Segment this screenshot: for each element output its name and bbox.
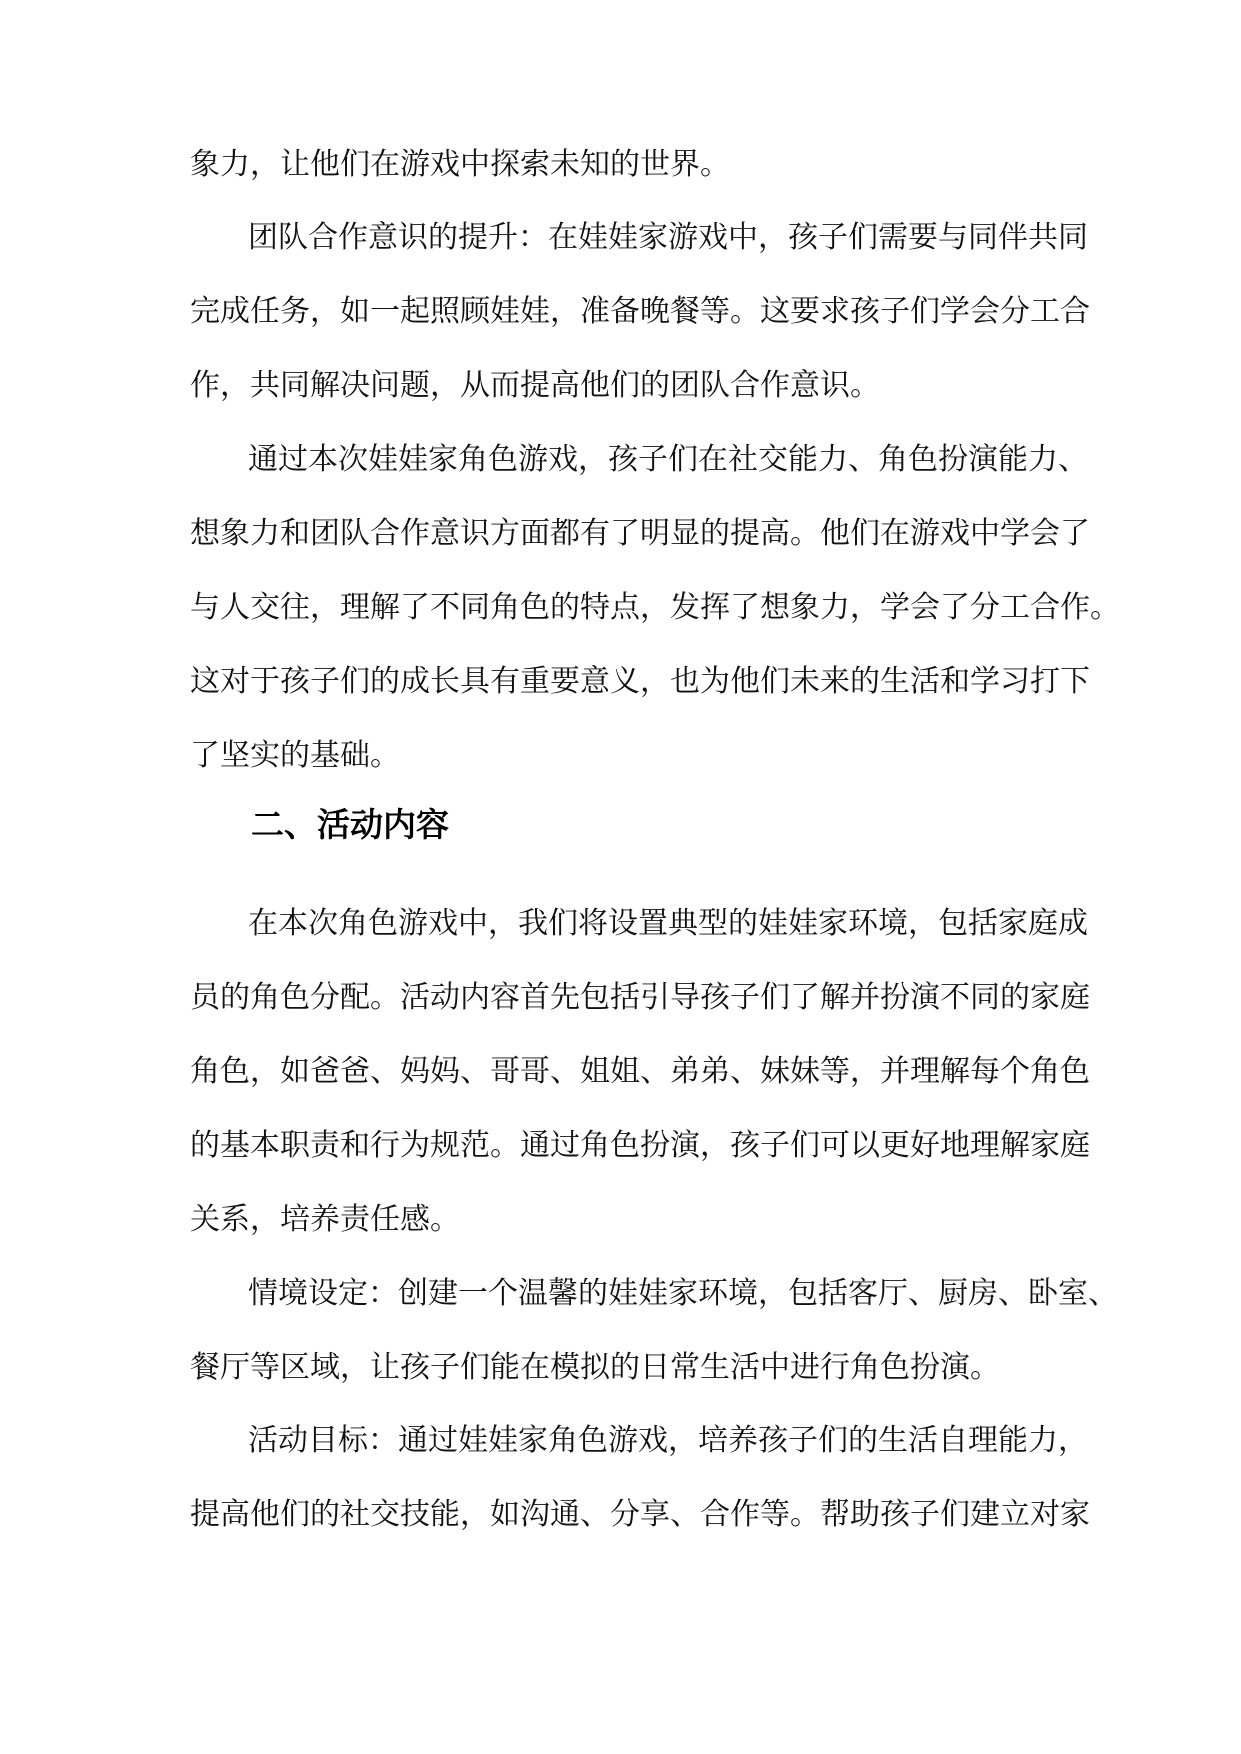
paragraph-line: 通过本次娃娃家角色游戏，孩子们在社交能力、角色扮演能力、 xyxy=(248,442,1088,477)
section-heading: 二、活动内容 xyxy=(251,805,449,844)
paragraph-line: 活动目标：通过娃娃家角色游戏，培养孩子们的生活自理能力， xyxy=(248,1423,1088,1458)
paragraph-line: 在本次角色游戏中，我们将设置典型的娃娃家环境，包括家庭成 xyxy=(248,906,1088,941)
paragraph-line: 提高他们的社交技能，如沟通、分享、合作等。帮助孩子们建立对家 xyxy=(190,1497,1090,1532)
paragraph-line: 象力，让他们在游戏中探索未知的世界。 xyxy=(190,147,730,182)
paragraph-line: 团队合作意识的提升：在娃娃家游戏中，孩子们需要与同伴共同 xyxy=(248,220,1088,255)
paragraph-line: 这对于孩子们的成长具有重要意义，也为他们未来的生活和学习打下 xyxy=(190,664,1090,699)
paragraph-line: 情境设定：创建一个温馨的娃娃家环境，包括客厅、厨房、卧室、 xyxy=(248,1276,1118,1311)
paragraph-line: 的基本职责和行为规范。通过角色扮演，孩子们可以更好地理解家庭 xyxy=(190,1128,1090,1163)
paragraph-line: 员的角色分配。活动内容首先包括引导孩子们了解并扮演不同的家庭 xyxy=(190,980,1090,1015)
paragraph-line: 想象力和团队合作意识方面都有了明显的提高。他们在游戏中学会了 xyxy=(190,516,1090,551)
paragraph-line: 角色，如爸爸、妈妈、哥哥、姐姐、弟弟、妹妹等，并理解每个角色 xyxy=(190,1054,1090,1089)
paragraph-line: 关系，培养责任感。 xyxy=(190,1202,460,1237)
paragraph-line: 完成任务，如一起照顾娃娃，准备晚餐等。这要求孩子们学会分工合 xyxy=(190,294,1090,329)
paragraph-line: 与人交往，理解了不同角色的特点，发挥了想象力，学会了分工合作。 xyxy=(190,590,1120,625)
paragraph-line: 餐厅等区域，让孩子们能在模拟的日常生活中进行角色扮演。 xyxy=(190,1350,1000,1385)
paragraph-line: 作，共同解决问题，从而提高他们的团队合作意识。 xyxy=(190,368,880,403)
paragraph-line: 了坚实的基础。 xyxy=(190,738,400,773)
